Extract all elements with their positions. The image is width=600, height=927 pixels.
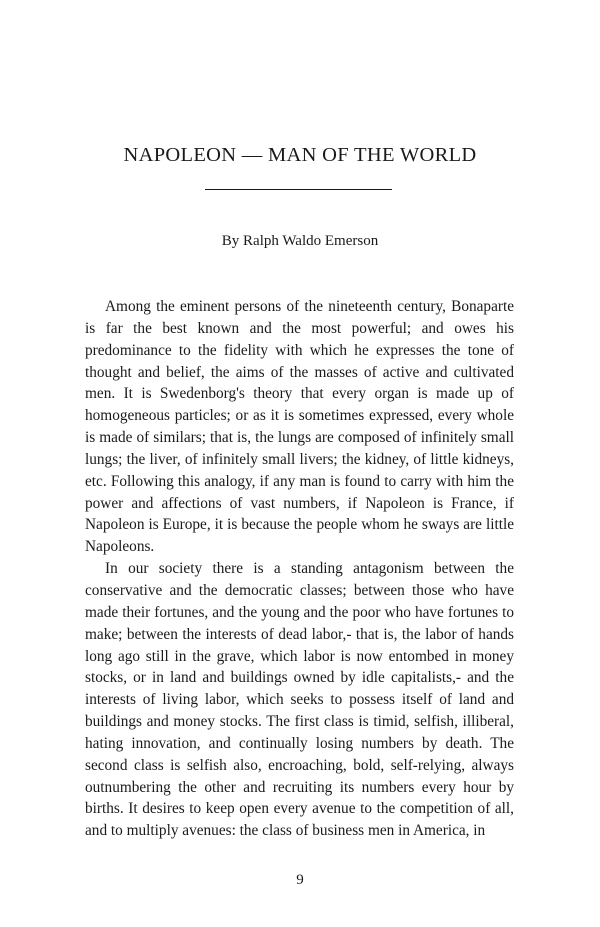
paragraph: Among the eminent persons of the nineteenth century, Bonaparte is far the best known and the most powerful; and owes his predominance to the fidelity with which he expresses the tone of thought and belief, the aims of the masses of active and cultivated men. It is Swedenborg's theory that every organ is made up of homogeneous particles; or as it is sometimes expressed, every whole is made of similars; that is, the lungs are composed of infinitely small lungs; the liver, of infinitely small livers; the kidney, of little kidneys, etc. Following this analogy, if any man is found to carry with him the power and affections of vast numbers, if Napoleon is France, if Napoleon is Europe, it is because the people whom he sways are little Napoleons.: [85, 298, 514, 556]
body-text: [85, 296, 514, 842]
author-byline: By Ralph Waldo Emerson: [221, 233, 379, 249]
title-rule: [205, 189, 392, 190]
page-number: 9: [296, 872, 304, 888]
chapter-title: NAPOLEON — MAN OF THE WORLD: [123, 144, 477, 166]
paragraph: In our society there is a standing antagonism between the conservative and the democratic classes; between those who have made their fortunes, and the young and the poor who have fortunes to make; between the interests of dead labor,- that is, the labor of hands long ago still in the grave, which labor is now entombed in money stocks, or in land and buildings owned by idle capitalists,- and the interests of living labor, which seeks to possess itself of land and buildings and money stocks. The first class is timid, selfish, illiberal, hating innovation, and continually losing numbers by death. The second class is selfish also, encroaching, bold, self-relying, always outnumbering the other and recruiting its numbers every hour by births. It desires to keep open every avenue to the competition of all, and to multiply avenues: the class of business men in America, in: [85, 560, 514, 840]
